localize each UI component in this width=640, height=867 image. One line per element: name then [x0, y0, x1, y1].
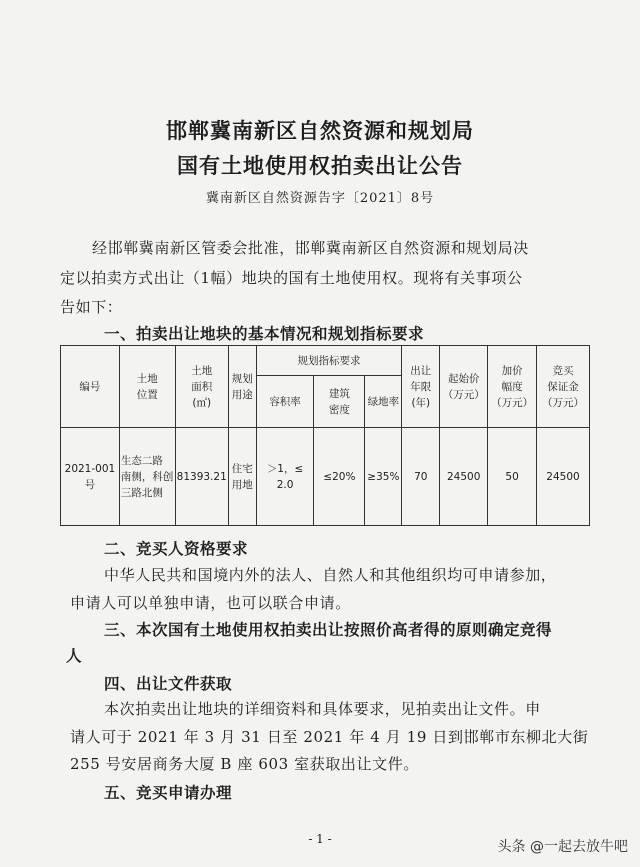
section4-line-3: 255 号安居商务大厦 B 座 603 室获取出让文件。 [70, 755, 419, 773]
watermark-text: 头条 @一起去放牛吧 [497, 839, 628, 855]
intro-line-3: 告如下： [60, 298, 123, 316]
section2-line-2: 申请人可以单独申请，也可以联合申请。 [70, 594, 351, 612]
section4-line-2: 请人可于 2021 年 3 月 31 日至 2021 年 4 月 19 日到邯郸市东柳北大街 [70, 728, 589, 746]
header-far: 容积率 [256, 376, 314, 428]
intro-line-2: 定以拍卖方式出让（1幅）地块的国有土地使用权。现将有关事项公 [60, 269, 523, 287]
intro-line-1: 经邯郸冀南新区管委会批准，邯郸冀南新区自然资源和规划局决 [92, 239, 529, 257]
section1-heading: 一、拍卖出让地块的基本情况和规划指标要求 [104, 325, 425, 343]
section5-heading: 五、竞买申请办理 [104, 784, 233, 802]
cell-area: 81393.21 [175, 428, 228, 526]
header-increment: 加价 幅度 （万元） [488, 346, 537, 428]
section2-heading: 二、竞买人资格要求 [104, 540, 249, 558]
page-number: - 1 - [308, 832, 332, 846]
cell-location: 生态二路 南侧，科创 三路北侧 [119, 428, 175, 526]
cell-density: ≤20% [314, 428, 365, 526]
header-term: 出让 年限 (年) [402, 346, 440, 428]
header-start-price: 起始价 （万元） [440, 346, 488, 428]
header-deposit: 竞买 保证金 （万元） [537, 346, 590, 428]
document-number: 冀南新区自然资源告字〔2021〕8号 [205, 191, 435, 206]
header-location: 土地 位置 [119, 346, 175, 428]
land-info-table [60, 345, 590, 526]
section3-heading-cont: 人 [66, 647, 83, 665]
header-density: 建筑 密度 [314, 376, 365, 428]
section4-line-1: 本次拍卖出让地块的详细资料和具体要求，见拍卖出让文件。申 [104, 700, 541, 718]
header-plan-group: 规划指标要求 [256, 346, 402, 376]
cell-code: 2021-001号 [61, 428, 120, 526]
cell-increment: 50 [488, 428, 537, 526]
cell-term: 70 [402, 428, 440, 526]
cell-deposit: 24500 [537, 428, 590, 526]
cell-use: 住宅 用地 [228, 428, 256, 526]
title-line-2: 国有土地使用权拍卖出让公告 [177, 153, 463, 178]
header-use: 规划 用途 [228, 346, 256, 428]
title-line-1: 邯郸冀南新区自然资源和规划局 [166, 118, 474, 143]
cell-start-price: 24500 [440, 428, 488, 526]
section4-heading: 四、出让文件获取 [104, 675, 233, 693]
cell-far: ＞1，≤ 2.0 [256, 428, 314, 526]
section3-heading: 三、本次国有土地使用权拍卖出让按照价高者得的原则确定竞得 [104, 621, 553, 639]
cell-green: ≥35% [365, 428, 402, 526]
header-code: 编号 [61, 346, 120, 428]
section2-line-1: 中华人民共和国境内外的法人、自然人和其他组织均可申请参加， [104, 566, 557, 584]
header-green: 绿地率 [365, 376, 402, 428]
header-area: 土地 面积 (㎡) [175, 346, 228, 428]
